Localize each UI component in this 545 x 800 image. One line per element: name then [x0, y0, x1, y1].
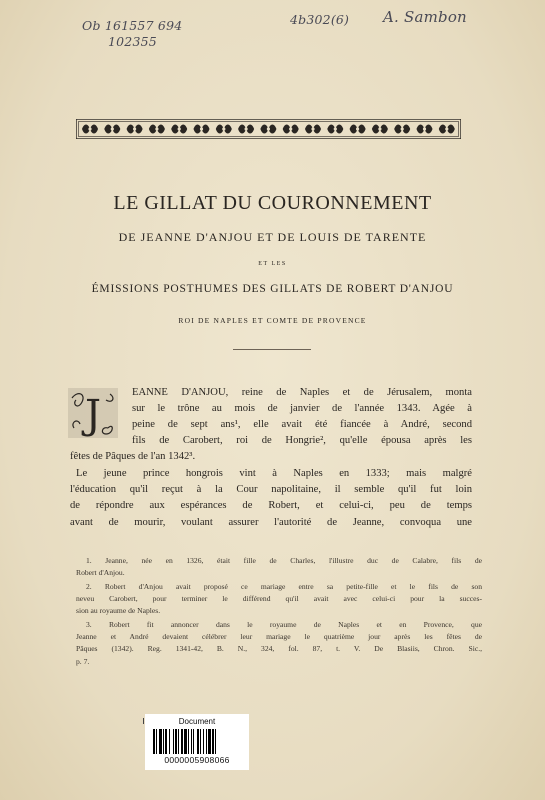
- subtitle-secondary: ÉMISSIONS POSTHUMES DES GILLATS DE ROBERT D'ANJOU: [91, 283, 454, 295]
- footnote-line: Pâques (1342). Reg. 1341-42, B. N., 324, fol. 87, t. V. De Blasiis, Chron. Sic.,: [76, 644, 482, 653]
- title-connector: ET LES: [258, 261, 287, 267]
- handwritten-inventory-number: 102355: [108, 34, 157, 49]
- handwritten-shelfmark: 4b302(6): [290, 12, 350, 27]
- ornamental-border-icon: [76, 119, 461, 139]
- title-divider: [233, 349, 311, 351]
- handwritten-catalog-number: Ob 161557 694: [82, 18, 183, 33]
- body-line: sur le trône au mois de janvier de l'année 1343. Agée à: [132, 403, 472, 414]
- footnote-line: sion au royaume de Naples.: [76, 606, 161, 615]
- body-line: peine de sept ans¹, elle avait été fiancée à André, second: [132, 419, 472, 430]
- body-line: l'éducation qu'il reçut à la Cour napolitaine, il semble qu'il fut loin: [70, 484, 472, 495]
- barcode-bars-icon: [153, 729, 241, 754]
- body-line: de répondre aux espérances de Robert, et celui-ci, peu de temps: [70, 500, 472, 511]
- handwritten-author-name: A. Sambon: [383, 8, 467, 26]
- barcode-number: 0000005908066: [164, 755, 230, 765]
- footnote-line: p. 7.: [76, 657, 90, 666]
- body-line: fêtes de Pâques de l'an 1342³.: [70, 451, 196, 462]
- dropcap-letter: J: [84, 392, 102, 438]
- footnote-line: 3. Robert fit annoncer dans le royaume de Naples et en Provence, que: [86, 620, 482, 629]
- body-line: Le jeune prince hongrois vint à Naples en 1333; mais malgré: [76, 468, 472, 479]
- footnote-line: neveu Carobert, pour terminer le différend qu'il avait avec celui-ci pour la succes-: [76, 594, 482, 603]
- footnote-line: Jeanne et André devaient célébrer leur mariage le quatrième jour après les fêtes de: [76, 632, 482, 641]
- footnote-line: Robert d'Anjou.: [76, 568, 125, 577]
- page-mark: [143, 718, 144, 724]
- footnote-line: 2. Robert d'Anjou avait proposé ce mariage entre sa petite-fille et le fils de son: [86, 582, 482, 591]
- main-title: LE GILLAT DU COURONNEMENT: [113, 192, 432, 214]
- body-line: avant de mourir, voulant assurer l'autorité de Jeanne, convoqua une: [70, 517, 472, 528]
- footnote-line: 1. Jeanne, née en 1326, était fille de Charles, l'illustre duc de Calabre, fils de: [86, 556, 482, 565]
- body-line: fils de Carobert, roi de Hongrie², qu'elle épousa après les: [132, 435, 472, 446]
- dropcap-ornament-icon: [68, 388, 118, 438]
- barcode-label: [145, 714, 249, 770]
- barcode-caption: Document: [178, 717, 216, 726]
- subtitle-tertiary: ROI DE NAPLES ET COMTE DE PROVENCE: [178, 316, 367, 325]
- subtitle: DE JEANNE D'ANJOU ET DE LOUIS DE TARENTE: [118, 230, 427, 244]
- body-line: EANNE D'ANJOU, reine de Naples et de Jérusalem, monta: [132, 387, 472, 398]
